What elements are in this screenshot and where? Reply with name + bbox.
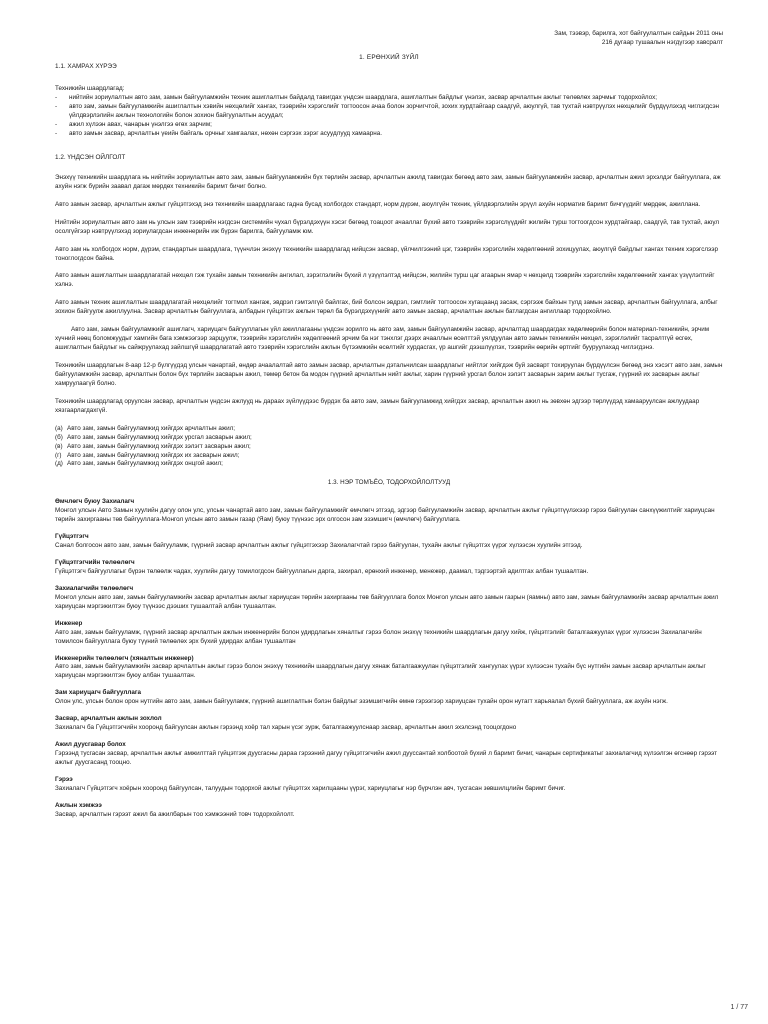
term-heading: Ажил дуусгавар болох: [55, 741, 126, 749]
term-heading: Засвар, арчлалтын ажлын зохлол: [55, 715, 162, 723]
paragraph: Энэхүү техникийн шаардлага нь нийтийн зориулалтын авто зам, замын байгууламжийн бүх төрлийн засвар, арчлалтын ажилд тавигдах бөгөөд авто зам, замын байгууламжийн засвар, арчлалтын ажил эрхэлдэг байгууллага, аж ахуйн нэгж бүрийн заавал дагаж мөрдөх техникийн баримт бичиг болно.: [55, 173, 721, 190]
term-definition: Олон улс, улсын болон орон нутгийн авто зам, замын байгууламж, гүүрний ашиглалтын бэлэн байдлыг эзэмшигчийн өмнө гэрээгээр хариуцсан тухайн орон нутагт харьяалал бүхий байгууллага, аж ахуйн нэгж.: [55, 698, 668, 706]
paragraph: Авто замын техник ашиглалтын шаардлагатай нөхцөлийг тогтмол хангаж, эвдрэл гэмтэлгүй байлгах, бий болсон эвдрэл, гэмтлийг тогтоосон хугацаанд засаж, сэргээж байхын тулд замын засвар, арчлалтын байгууллага, албыг зохион байгуулж ажиллуулна. Засвар арчлалтын байгууллага, албадын гүйцэтгэх ажлын төрөл ба бүрэлдэхүүнийг авто замын засвар, арчлалтын ажлын батлагдсан ангиллаар тодорхойлно.: [55, 299, 718, 316]
term-definition: Авто зам, замын байгууламжийн засвар арчлалтын ажлыг гэрээ болон энэхүү техникийн шаардлагын дагуу хянаж баталгаажуулан гүйцэтгэлийг хангуулах үүрэг хүлээсэн тухайн бүс нутгийн замын засвар арчлалтын ажлыг хариуцсан мэргэжилтэн буюу албан тушаалтан.: [55, 663, 706, 680]
list-item: - авто замын засвар, арчлалтын үеийн байгаль орчныг хамгаалах, нөхөн сэргээх зэрэг асуудлууд хамаарна.: [55, 129, 382, 137]
paragraph: Авто зам нь холбогдох норм, дүрэм, стандартын шаардлага, түүнчлэн энэхүү техникийн шаардлагад нийцсэн засвар, үйлчилгээний цэг, тээврийн хэрэгслийн хөдөлгөөний зохицуулах, аюулгүй байдлыг хангах техник хэрэгслээр тоноглогдсон байна.: [55, 245, 718, 262]
section-1-2-title: 1.2. ҮНДСЭН ОЙЛГОЛТ: [55, 153, 126, 161]
term-definition: Гэрээнд тусгасан засвар, арчлалтын ажлыг амжилттай гүйцэтгэж дуусгасны дараа гэрээний дагуу гүйцэтгэгчийн ажил дууссантай холбоотой бүхий л баримт бичиг, чанарын сертификатыг захиалагчид хүлээлгэн өгснөөр гэрээт ажлыг дуусгасанд тооцно.: [55, 750, 717, 766]
paragraph: Авто зам, замын байгууламжийг ашиглагч, хариуцагч байгууллагын үйл ажиллагааны үндсэн зорилго нь авто зам, замын байгууламжийн засвар, арчлалтад шаардагдах хөдөлмөрийн болон материал-техникийн, эрчим хүчний нөөц боломжуудыг хамгийн бага хэмжээгээр зарцуулж, тээврийн хэрэгслийн хөдөлгөөний эрчим ба нэг тэнхлэг дээрх ачааллын өсөлттэй уялдуулан авто замын техникийн нөхцөл, зэрэглэлийг тасралтгүй өсгөх, ашиглалтын байдлыг нь сайжруулахад зайлшгүй шаардлагатай авто тээврийн хэрэгслийн ажлын бүтээмжийн өсөлтийг хурдасгах, үр ашгийг дээшлүүлэх, тээврийн өөрийн өртгийг бууруулахад чиглэгдэнэ.: [55, 326, 710, 352]
paragraph: Нийтийн зориулалтын авто зам нь улсын зам тээврийн нэгдсэн системийн чухал бүрэлдэхүүн хэсэг бөгөөд тоацоот ачааллаг бүхий авто тээврийн хэрэгслүүдийг жилийн турш тогтоогдсон хурдтайгаар, саадгүй, тав тухтай, аюул осолгүйгээр нэвтрүүлэхэд зориулагдсан инженерийн иж бүрэн барилга, байгууламж юм.: [55, 218, 720, 235]
list-item: (в) Авто зам, замын байгууламжид хийгдэх зэлэгт засварын ажил;: [55, 442, 251, 450]
list-item: (г) Авто зам, замын байгууламжид хийгдэх их засварын ажил;: [55, 451, 240, 459]
term-heading: Гүйцэтгэгчийн төлөөлөгч: [55, 559, 135, 567]
term-definition: Санал болгосон авто зам, замын байгууламж, гүүрний засвар арчлалтын ажлыг гүйцэтгэхээр Захиалагчтай гэрээ байгуулан, тухайн ажлыг гүйцэтгэх үүрэг хүлээсэн хуулийн этгээд.: [55, 542, 583, 550]
term-definition: Монгол улсын Авто Замын хуулийн дагуу олон улс, улсын чанартай авто зам, замын байгууламжийг өмчлөгч этгээд, эдгээр байгууламжийн засвар, арчлалтын ажлыг гүйцэтгүүлэхээр гэрээ байгуулан санхүүжилтийг хариуцсан төрийн захиргааны төв байгууллага-Монгол улсын авто замын газар (Яам) буюу түүнээс эрх олгосон зам эзэмшигч (өмчлөгч) байгууллага.: [55, 507, 715, 524]
section-1-1-list: [55, 94, 723, 139]
term-definition: Гүйцэтгэгч байгууллагыг бүрэн төлөөлж чадах, хуулийн дагуу томилогдсон байгууллагын дарга, захирал, ерөнхий инженер, менежер, даамал, тэдгээртэй адилтгах албан тушаалтан.: [55, 567, 589, 575]
section-1-1-title: 1.1. ХАМРАХ ХҮРЭЭ: [55, 63, 117, 71]
paragraph: Техникийн шаардлагад оруулсан засвар, арчлалтын үндсэн ажлууд нь дараах зүйлүүдээс бүрдэх ба авто зам, замын байгууламжид хийгдэх засвар, арчлалтын ажил нь зөвхөн эдгээр төрлүүдэд хамааруулсан ажлуудаар хязгаарлагдахгүй.: [55, 397, 700, 414]
list-item: (б) Авто зам, замын байгууламжид хийгдэх урсгал засварын ажил;: [55, 433, 252, 441]
definitions: [55, 498, 723, 819]
term-heading: Зам хариуцагч байгууллага: [55, 689, 141, 697]
list-item: (а) Авто зам, замын байгууламжид хийгдэх арчлалтын ажил;: [55, 424, 236, 432]
paragraph: Авто замын ашиглалтын шаардлагатай нөхцөл гэж тухайн замын техникийн ангилал, зэрэглэлийн бүхий л үзүүлэлтэд нийцсэн, жилийн турш цаг агаарын ямар ч нөхцөлд тээврийн хэрэгслийн хөдөлгөөнийг хангах үзүүлэлтийг хэлнэ.: [55, 272, 715, 289]
term-definition: Авто зам, замын байгууламж, гүүрний засвар арчлалтын ажлын инженерийн болон удирдлагын хяналтыг гэрээ болон энэхүү техникийн шаардлагын дагуу хийж, гүйцэтгэлийг баталгаажуулах үүрэг хүлээсэн Захиалагчийн томилсон байгууллага буюу түүний төлөөлөх эрх бүхий удирдах албан тушаалтан: [55, 628, 702, 645]
term-definition: Засвар, арчлалтын гэрээт ажил ба ажилбарын тоо хэмжээний товч тодорхойлолт.: [55, 810, 295, 818]
chapter-title: 1. ЕРӨНХИЙ ЗҮЙЛ: [359, 54, 419, 61]
term-heading: Гүйцэтгэгч: [55, 533, 89, 541]
term-heading: Инженер: [55, 619, 83, 627]
header-line-1: Зам, тээвэр, барилга, хот байгуулалтын сайдын 2011 оны: [554, 30, 723, 37]
term-heading: Ажлын хэмжээ: [55, 801, 102, 809]
page-content: [55, 30, 723, 828]
term-heading: Гэрээ: [55, 775, 73, 783]
section-1-1-intro: Техникийн шаардлагад:: [55, 85, 125, 93]
paragraph: Техникийн шаардлагын 8-аар 12-р бүлгүүдэд улсын чанартай, өндөр ачаалалтай авто замын засвар, арчлалтын дэтальчилсан шаардлагыг нийтлэг хийгдэж буй засварт тохируулан бүрдүүлсэн бөгөөд энэ хэсэгт авто зам, замын байгууламжийн засвар, арчлалтын болон бүх төрлийн засварын ажил, төмөр бетон ба модон гүүрний арчлалтын нийт ажлыг, харин гүүрний урсгал болон зэлэгт засварын зарим ажлыг тусгаж, гүүрний их засварын ажлыг хамруулаагүй болно.: [55, 362, 723, 387]
list-item: - ажил хүлээн авах, чанарын үнэлгээ өгөх зарчим;: [55, 120, 212, 128]
term-definition: Захиалагч ба Гүйцэтгэгчийн хооронд байгуулсан ажлын гэрээнд хоёр тал харын үсэг зурж, баталгаажуулснаар засвар, арчлалтын ажил эхэлсэнд тооцогдоно: [55, 724, 517, 732]
term-definition: Монгол улсын авто зам, замын байгууламжийн засвар арчлалтын ажлыг хариуцсан төрийн захиргааны төв байгууллага болох Монгол улсын авто замын газрын (яамны) авто зам, замын байгууламжийн засвар арчлалтын ажил хариуцсан мэргэжилтэн буюу түүнээс дээших тушаалтай албан тушаалтан.: [55, 593, 719, 610]
section-1-3-title: 1.3. НЭР ТОМЪЁО, ТОДОРХОЙЛОЛТУУД: [327, 479, 451, 487]
list-item: (д) Авто зам, замын байгууламжид хийгдэх онцгой ажил;: [55, 460, 223, 468]
term-definition: Захиалагч Гүйцэтгэгч хоёрын хооронд байгуулсан, талуудын тодорхой ажлыг гүйцэтгэх харилцааны үүрэг, хариуцлагыг нэр бүрчлэн авч, тусгасан зөвшилцлийн баримт бичиг.: [55, 784, 566, 792]
document-header: [55, 30, 723, 47]
page-number: 1 / 77: [730, 1004, 748, 1011]
list-item: - нийтийн зориулалтын авто зам, замын байгууламжийн техник ашиглалтын байдалд тавигдах үндсэн шаардлага, ашиглалтын байдлыг үнэлэх, засвар арчлалтын ажлыг төлөвлөх зарчмыг тодорхойлох;: [55, 94, 657, 102]
paragraph: Авто замын засвар, арчлалтын ажлыг гүйцэтгэхэд энэ техникийн шаардлагаас гадна бусад холбогдох стандарт, норм дүрэм, аюулгүйн техник, үйлдвэрлэлийн эрүүл ахуйн норматив баримт бичгүүдийг мөрдөж, ажиллана.: [55, 200, 701, 208]
term-heading: Өмчлөгч буюу Захиалагч: [55, 498, 135, 506]
work-type-list: [55, 425, 723, 470]
term-heading: Захиалагчийн төлөөлөгч: [55, 584, 134, 592]
term-heading: Инженерийн төлөөлөгч (хяналтын инженер): [55, 654, 194, 662]
list-item: - авто зам, замын байгууламжийн ашиглалтын хэвийн нөхцөлийг хангах, тээврийн хэрэгслийг тогтоосон ачаа болон зорчигчтой, зохих хурдтайгаар саадгүй, аюулгүй, тав тухтай нэвтрүүлэх нөхцөлийг бүрдүүлэхэд чиглэгдсэн үйлдвэрлэлийн ажлын технологийн болон зохион байгуулалтын асуудал;: [55, 103, 720, 119]
header-line-2: 216 дугаар тушаалын нэгдүгээр хавсралт: [601, 38, 723, 46]
